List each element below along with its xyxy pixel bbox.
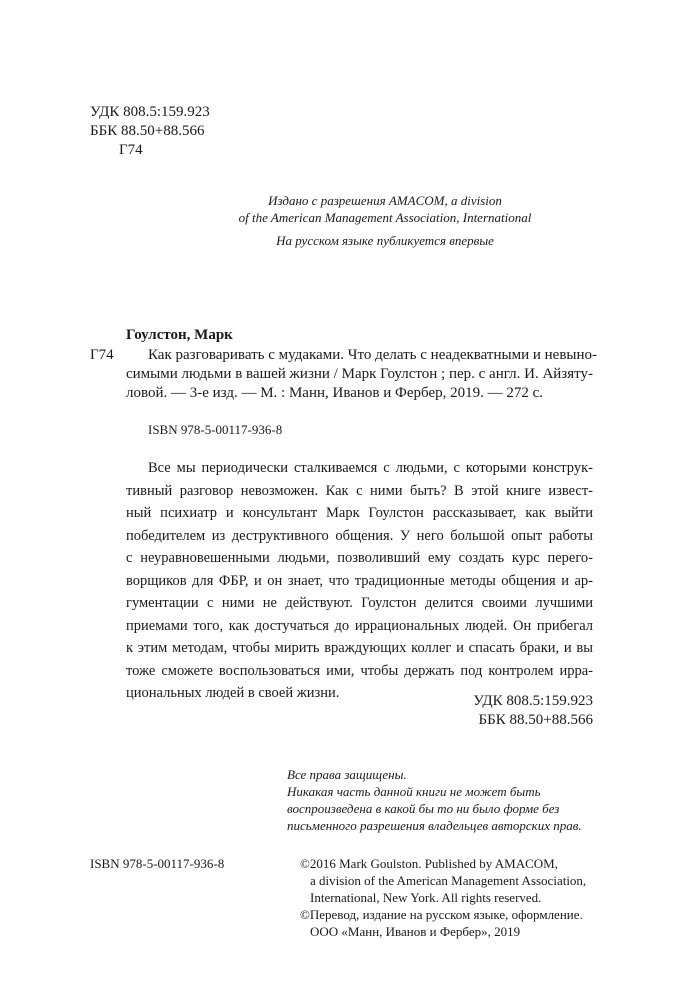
rights-notice bbox=[287, 766, 582, 834]
abstract-paragraph bbox=[126, 457, 593, 705]
bottom-udk: УДК 808.5:159.923 bbox=[473, 693, 593, 709]
abstract-line: ный психиатр и консультант Марк Гоулстон рассказывает, как выйти bbox=[126, 505, 593, 521]
copyright-line: a division of the American Management Association, bbox=[310, 873, 587, 888]
catalog-author-mark: Г74 bbox=[90, 347, 114, 363]
abstract-line: приемами того, как достучаться до иррациональных людей. Он прибегал bbox=[126, 617, 593, 634]
permission-line-2: of the American Management Association, International bbox=[238, 210, 532, 225]
abstract-line: тивный разговор невозможен. Как с ними быть? В этой книге извест- bbox=[126, 482, 593, 499]
top-udk: УДК 808.5:159.923 bbox=[90, 104, 210, 120]
catalog-description-line: ловой. — 3-е изд. — М. : Манн, Иванов и Фербер, 2019. — 272 с. bbox=[126, 385, 544, 401]
top-bbk: ББК 88.50+88.566 bbox=[90, 123, 205, 139]
permission-line-3: На русском языке публикуется впервые bbox=[276, 233, 494, 248]
catalog-isbn: ISBN 978-5-00117-936-8 bbox=[148, 422, 283, 437]
copyright-line: ©Перевод, издание на русском языке, оформление. bbox=[300, 907, 583, 922]
permission-line-1: Издано с разрешения AMACOM, a division bbox=[268, 193, 502, 208]
abstract-line: победителем из деструктивного общения. У него большой опыт работы bbox=[126, 527, 593, 544]
rights-line-1: Все права защищены. bbox=[287, 767, 407, 782]
copyright-line: International, New York. All rights reserved. bbox=[310, 890, 542, 905]
catalog-description-line: симыми людьми в вашей жизни / Марк Гоулстон ; пер. с англ. И. Айзяту- bbox=[126, 366, 593, 382]
copyright-line: ООО «Манн, Иванов и Фербер», 2019 bbox=[310, 924, 521, 939]
abstract-line: с неуравновешенными людьми, позволивший ему создать курс перего- bbox=[126, 550, 593, 566]
abstract-line: к этим методам, чтобы мирить враждующих коллег и спасать браки, и вы bbox=[126, 640, 593, 656]
permission-notice bbox=[170, 192, 600, 249]
copyright-line: ©2016 Mark Goulston. Published by AMACOM, bbox=[300, 856, 558, 871]
top-author-mark: Г74 bbox=[119, 142, 143, 158]
footer-isbn: ISBN 978-5-00117-936-8 bbox=[90, 856, 225, 871]
abstract-line: Все мы периодически сталкиваемся с людьми, с которыми конструк- bbox=[148, 460, 593, 476]
abstract-line: тоже сможете воспользоваться ими, чтобы держать под контролем ирра- bbox=[126, 662, 593, 679]
rights-line-3: воспроизведена в какой бы то ни было форме без bbox=[287, 801, 560, 816]
top-classification bbox=[90, 103, 210, 160]
catalog-description-line: Как разговаривать с мудаками. Что делать с неадекватными и невыно- bbox=[148, 347, 598, 363]
catalog-author-heading: Гоулстон, Марк bbox=[126, 327, 233, 343]
rights-line-2: Никакая часть данной книги не может быть bbox=[287, 784, 541, 799]
bottom-classification bbox=[400, 692, 593, 730]
abstract-line: ворщиков для ФБР, и он знает, что традиционные методы общения и ар- bbox=[126, 572, 593, 589]
catalog-description bbox=[126, 346, 598, 403]
bottom-bbk: ББК 88.50+88.566 bbox=[478, 712, 593, 728]
copyright-block bbox=[300, 855, 586, 940]
rights-line-4: письменного разрешения владельцев авторских прав. bbox=[287, 818, 582, 833]
abstract-line: гументации с ними не действуют. Гоулстон делится своими лучшими bbox=[126, 595, 593, 611]
abstract-line: циональных людей в своей жизни. bbox=[126, 685, 340, 701]
